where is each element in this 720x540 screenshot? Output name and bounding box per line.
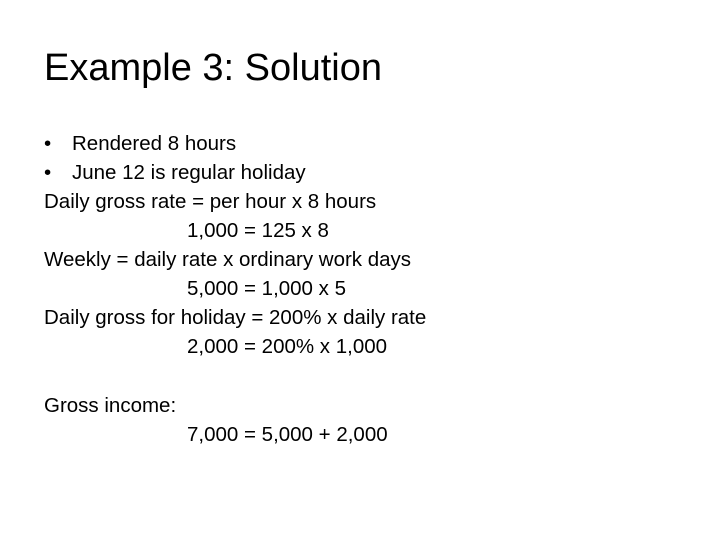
bullet-item <box>44 129 426 158</box>
formula-weekly: Weekly = daily rate x ordinary work days <box>44 248 412 271</box>
bullet-text: June 12 is regular holiday <box>72 161 306 184</box>
bullet-icon: • <box>44 132 52 155</box>
bullet-text: Rendered 8 hours <box>72 132 237 155</box>
slide-body <box>44 129 426 449</box>
calculation-weekly: 5,000 = 1,000 x 5 <box>187 277 347 300</box>
formula-daily-gross-holiday: Daily gross for holiday = 200% x daily rate <box>44 306 427 329</box>
slide-title: Example 3: Solution <box>44 47 382 89</box>
calculation-daily-gross-holiday: 2,000 = 200% x 1,000 <box>187 335 388 358</box>
calculation-daily-gross-rate: 1,000 = 125 x 8 <box>187 219 329 242</box>
bullet-item <box>44 158 426 187</box>
bullet-icon: • <box>44 161 52 184</box>
gross-income-label: Gross income: <box>44 394 177 417</box>
spacer <box>44 361 426 391</box>
formula-daily-gross-rate: Daily gross rate = per hour x 8 hours <box>44 190 377 213</box>
calculation-gross-income: 7,000 = 5,000 + 2,000 <box>187 423 388 446</box>
